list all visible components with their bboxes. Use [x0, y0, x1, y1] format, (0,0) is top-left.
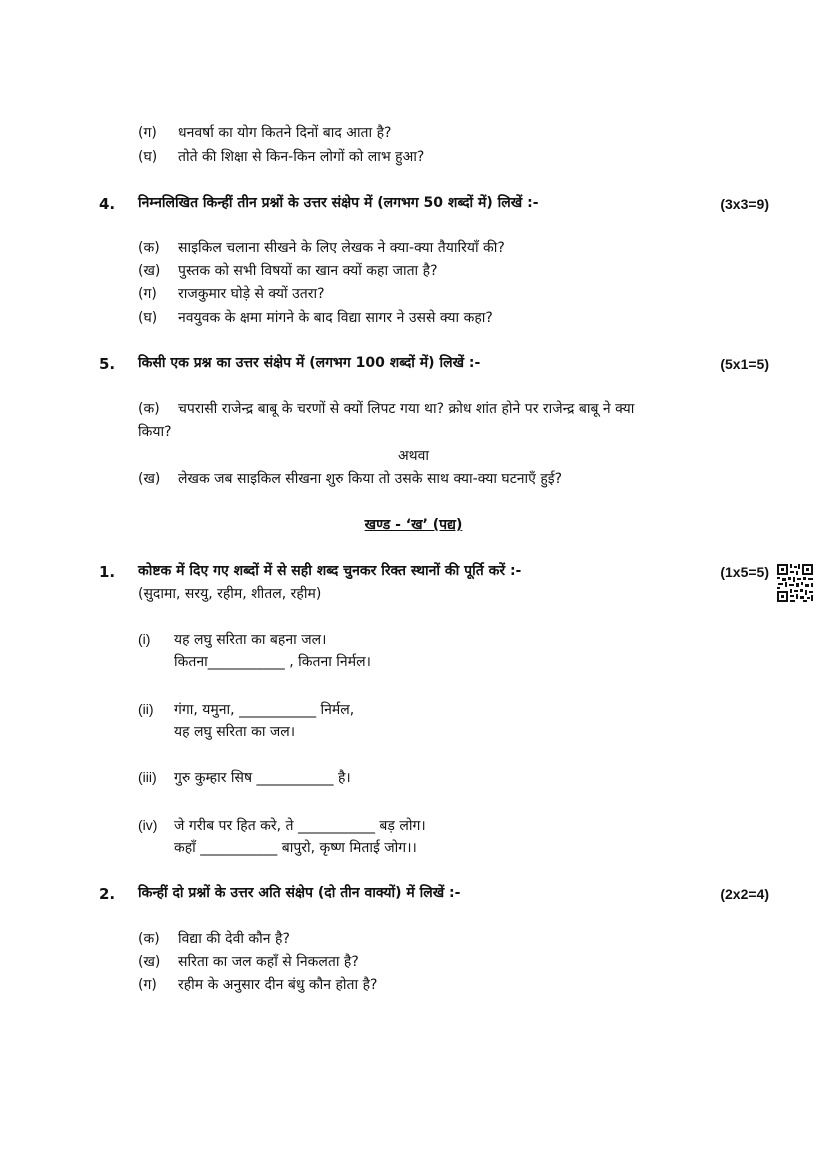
list-item [138, 261, 438, 281]
item-continuation: कहाँ ___________ बापुरो, कृष्ण मिताई जोग।। [174, 840, 417, 856]
or-separator: अथवा [397, 448, 430, 464]
question-heading: कोष्टक में दिए गए शब्दों में से सही शब्द चुनकर रिक्त स्थानों की पूर्ति करें :- [138, 563, 522, 579]
item-label: (क) [138, 931, 160, 947]
marks-label: (2x2=4) [720, 886, 769, 902]
question-number: 1. [99, 563, 116, 581]
item-text: चपरासी राजेन्द्र बाबू के चरणों से क्यों लिपट गया था? क्रोध शांत होने पर राजेन्द्र बाबू ने क्या [178, 401, 635, 417]
list-item [138, 815, 426, 836]
question-number: 5. [99, 355, 116, 373]
item-label: (iv) [138, 817, 158, 833]
list-item [138, 975, 377, 995]
question-heading: किन्हीं दो प्रश्नों के उत्तर अति संक्षेप (दो तीन वाक्यों) में लिखें :- [138, 885, 461, 901]
item-continuation: कितना___________ , कितना निर्मल। [174, 654, 371, 670]
item-text: लेखक जब साइकिल सीखना शुरु किया तो उसके साथ क्या-क्या घटनाएँ हुई? [178, 471, 563, 487]
item-text: राजकुमार घोड़े से क्यों उतरा? [178, 286, 325, 302]
list-item [138, 629, 326, 650]
item-label: (क) [138, 240, 160, 256]
item-text: तोते की शिक्षा से किन-किन लोगों को लाभ हुआ? [178, 149, 425, 165]
item-text: साइकिल चलाना सीखने के लिए लेखक ने क्या-क्या तैयारियाँ की? [178, 240, 505, 256]
item-label: (ग) [138, 977, 157, 993]
marks-label: (1x5=5) [720, 564, 769, 580]
item-text: विद्या की देवी कौन है? [178, 931, 290, 947]
item-text: पुस्तक को सभी विषयों का खान क्यों कहा जाता है? [178, 263, 438, 279]
item-label: (ख) [138, 263, 161, 279]
item-text: धनवर्षा का योग कितने दिनों बाद आता है? [178, 125, 392, 141]
list-item [138, 767, 351, 788]
list-item [138, 123, 391, 143]
list-item [138, 147, 424, 167]
list-item [138, 699, 354, 720]
list-item [138, 929, 290, 949]
list-item [138, 469, 562, 489]
list-item [138, 952, 359, 972]
item-label: (ख) [138, 954, 161, 970]
marks-label: (3x3=9) [720, 196, 769, 212]
qr-code-icon [776, 563, 814, 603]
list-item [138, 308, 493, 328]
question-number: 2. [99, 885, 116, 903]
item-label: (ग) [138, 125, 157, 141]
marks-label: (5x1=5) [720, 356, 769, 372]
word-bank: (सुदामा, सरयु, रहीम, शीतल, रहीम) [138, 586, 322, 602]
item-text: रहीम के अनुसार दीन बंधु कौन होता है? [178, 977, 378, 993]
question-heading: निम्नलिखित किन्हीं तीन प्रश्नों के उत्तर संक्षेप में (लगभग 50 शब्दों में) लिखें :- [138, 195, 539, 211]
list-item [138, 399, 634, 419]
list-item [138, 284, 325, 304]
item-label: (ख) [138, 471, 161, 487]
item-label: (ii) [138, 701, 154, 717]
item-text: गुरु कुम्हार सिष ___________ है। [174, 770, 351, 786]
item-text: नवयुवक के क्षमा मांगने के बाद विद्या सागर ने उससे क्या कहा? [178, 310, 493, 326]
item-text: सरिता का जल कहाँ से निकलता है? [178, 954, 359, 970]
item-label: (ग) [138, 286, 157, 302]
question-number: 4. [99, 195, 116, 213]
item-continuation: यह लघु सरिता का जल। [174, 724, 296, 740]
item-label: (iii) [138, 769, 157, 785]
item-continuation: किया? [138, 424, 172, 440]
item-text: गंगा, यमुना, ___________ निर्मल, [174, 702, 355, 718]
list-item [138, 238, 505, 258]
question-heading: किसी एक प्रश्न का उत्तर संक्षेप में (लगभग 100 शब्दों में) लिखें :- [138, 355, 481, 371]
item-label: (क) [138, 401, 160, 417]
section-title-text: खण्ड - ‘ख’ (पद्य) [364, 517, 463, 533]
item-label: (घ) [138, 310, 158, 326]
item-text: जे गरीब पर हित करे, ते ___________ बड़ लोग। [174, 818, 426, 834]
item-text: यह लघु सरिता का बहना जल। [174, 632, 327, 648]
item-label: (घ) [138, 149, 158, 165]
section-title [0, 515, 827, 535]
item-label: (i) [138, 631, 151, 647]
